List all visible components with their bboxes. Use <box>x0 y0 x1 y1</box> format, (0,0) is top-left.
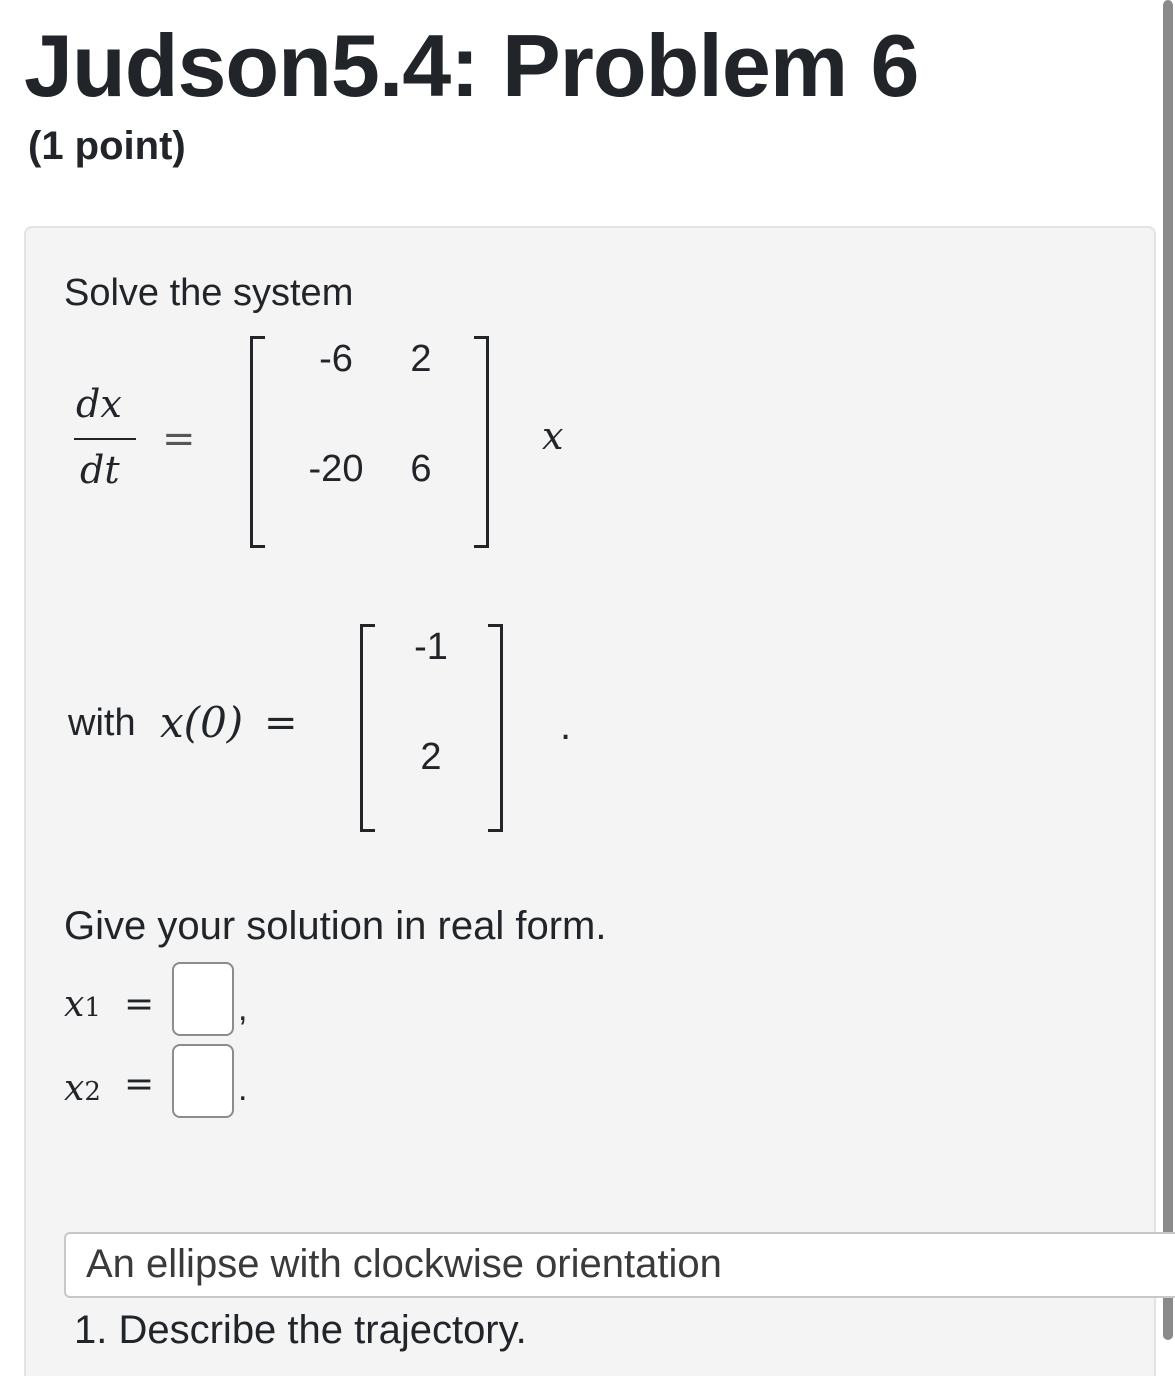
points-label: (1 point) <box>28 124 186 168</box>
matrix-left-bracket <box>250 336 265 548</box>
matrix-cell: 6 <box>410 448 432 490</box>
initial-equals-sign: = <box>264 700 298 746</box>
vector-cell: 2 <box>420 736 442 778</box>
vector-left-bracket <box>360 624 375 832</box>
scrollbar[interactable] <box>1163 0 1173 1340</box>
vector-x: x <box>542 414 564 458</box>
answer-equals-x2: = <box>124 1064 155 1105</box>
with-label: with <box>68 702 136 744</box>
vector-cell: -1 <box>414 626 448 668</box>
trajectory-select[interactable] <box>64 1232 1175 1298</box>
period: . <box>560 704 572 748</box>
answer-input-x1[interactable] <box>172 962 234 1036</box>
trajectory-question: 1. Describe the trajectory. <box>74 1308 527 1352</box>
problem-panel <box>24 226 1156 1376</box>
answer-comma: , <box>238 990 248 1028</box>
answer-input-x2[interactable] <box>172 1044 234 1118</box>
page-title: Judson5.4: Problem 6 <box>24 16 919 115</box>
answer-equals-x1: = <box>124 984 155 1025</box>
problem-intro: Solve the system <box>64 272 354 314</box>
fraction-numerator: dx <box>76 382 122 426</box>
matrix-cell: 2 <box>410 338 432 380</box>
fraction-bar <box>74 438 136 440</box>
answer-label-x2: x2 <box>64 1068 101 1109</box>
fraction-denominator: dt <box>80 448 120 492</box>
vector-right-bracket <box>488 624 503 832</box>
instruction-text: Give your solution in real form. <box>64 904 607 948</box>
matrix-right-bracket <box>474 336 489 548</box>
matrix-cell: -6 <box>319 338 353 380</box>
initial-condition-expression: x(0) <box>160 698 244 747</box>
answer-period: . <box>238 1070 248 1108</box>
matrix-cell: -20 <box>308 448 364 490</box>
equals-sign: = <box>162 416 196 462</box>
answer-label-x1: x1 <box>64 984 101 1025</box>
trajectory-selected-value: An ellipse with clockwise orientation <box>86 1242 722 1286</box>
